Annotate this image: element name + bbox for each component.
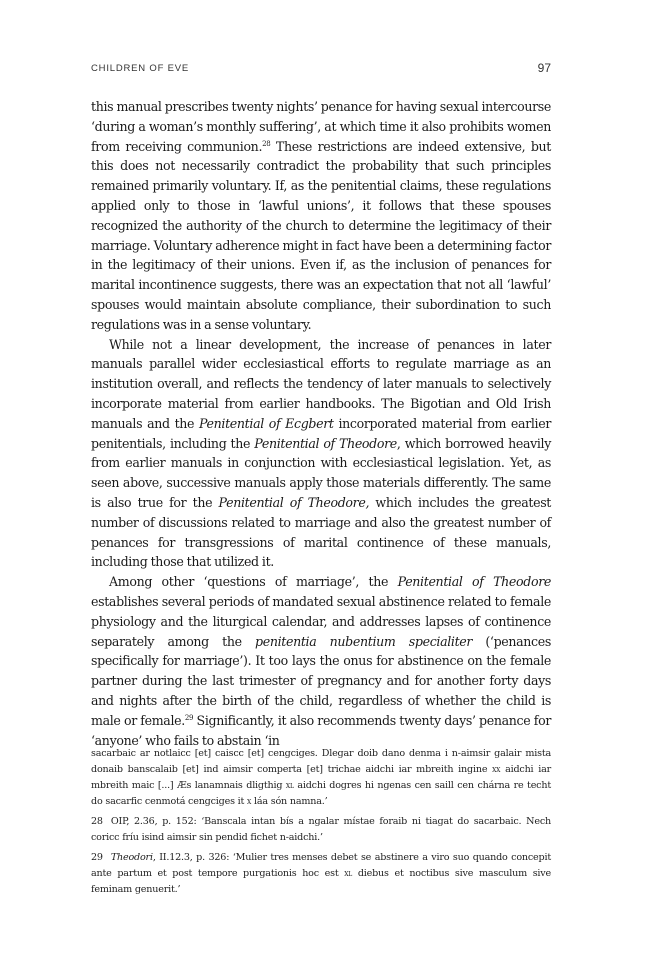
footnote-text: diebus et noctibus sive masculum sive feminam genuerit.’ bbox=[91, 868, 551, 895]
text-run: aidchi iar mbreith maic [...] Æs lanamnais dligthig bbox=[91, 764, 551, 791]
main-text bbox=[91, 97, 551, 750]
text-run: establishes several periods of mandated sexual abstinence related to female physiology and the liturgical calendar, and addresses lapses of continence separately among the bbox=[91, 593, 551, 649]
text-run: Among other ‘questions of marriage’, the bbox=[109, 574, 398, 590]
page-number: 97 bbox=[537, 61, 551, 75]
footnote-28 bbox=[91, 814, 551, 846]
text-run: this manual prescribes twenty nights’ penance for having sexual intercourse ‘during a woman’s monthly suffering’, at which time it also prohibits women from receiving communion. bbox=[91, 99, 551, 154]
footnote-ref-28[interactable]: 28 bbox=[262, 139, 271, 148]
running-head: CHILDREN OF EVE bbox=[91, 63, 190, 74]
text-run: Significantly, it also recommends twenty days’ penance for ‘anyone’ who fails to abstain ‘in bbox=[91, 712, 551, 748]
roman-numeral: xx bbox=[492, 765, 501, 775]
paragraph-1 bbox=[91, 97, 551, 335]
work-title: Penitential of Theodore, bbox=[218, 494, 370, 510]
footnote-text: OIP, 2.36, p. 152: ‘Banscala intan bís a ngalar místae foraib ni tiagat do sacarbaic. Nech coricc fríu isind aimsir sin pendid fichet n-aidchi.’ bbox=[91, 816, 551, 843]
footnotes bbox=[91, 746, 551, 902]
text-run: láa són namna.’ bbox=[251, 796, 328, 807]
footnote-text: , II.12.3, p. 326: ‘Mulier tres menses debet se abstinere a viro suo quando concepit ante partum et post tempore purgationis hoc est bbox=[91, 852, 551, 879]
work-title: Penitential of Ecgbert bbox=[199, 415, 334, 431]
footnote-ref-29[interactable]: 29 bbox=[184, 713, 194, 722]
footnote-continuation bbox=[91, 746, 551, 810]
paragraph-2 bbox=[91, 335, 551, 573]
text-run: (‘penances specifically for marriage’). It too lays the onus for abstinence on the female partner during the last trimester of pregnancy and for another forty days and nights after the birth of the child, regardless of whether the child is male or female. bbox=[91, 633, 551, 728]
work-title: Penitential of Theodore bbox=[254, 435, 397, 451]
footnote-29 bbox=[91, 850, 551, 898]
paragraph-3 bbox=[91, 572, 551, 750]
latin-term: penitentia nubentium specialiter bbox=[255, 633, 473, 649]
text-run: which includes the greatest number of discussions related to marriage and also the greatest number of penances for transgressions of marital continence of these manuals, including those that utilized it. bbox=[91, 494, 552, 570]
roman-numeral: xl bbox=[285, 781, 294, 791]
footnote-number: 28 bbox=[91, 816, 103, 827]
text-run: These restrictions are indeed extensive, but this does not necessarily contradict the probability that such principles remained primarily voluntary. If, as the penitential claims, these regulations applied only to those in ‘lawful unions’, it follows that these spouses recognized the authority of the church to determine the legitimacy of their marriage. Voluntary adherence might in fact have been a determining factor in the legitimacy of their unions. Even if, as the inclusion of penances for marital incontinence suggests, there was an expectation that not all ‘lawful’ spouses would maintain absolute compliance, their subordination to such regulations was in a sense voluntary. bbox=[91, 138, 551, 332]
roman-numeral: x bbox=[247, 797, 252, 807]
roman-numeral: xl bbox=[344, 869, 353, 879]
text-run: sacarbaic ar notlaicc [et] caiscc [et] cengciges. Dlegar doib dano denma i n-aimsir galair mista donaib banscalaib [et] ind aimsir comperta [et] trichae aidchi iar mbreith ingine bbox=[91, 748, 551, 775]
text-run: , which borrowed heavily from earlier manuals in conjunction with ecclesiastical legislation. Yet, as seen above, successive manuals apply those materials differently. The same is also true for the bbox=[91, 435, 551, 510]
text-run: aidchi dogres hi ngenas cen saill cen chárna re techt do sacarfic cenmotá cengciges it bbox=[91, 780, 551, 807]
work-title: Theodori bbox=[110, 852, 153, 863]
work-title: Penitential of Theodore bbox=[397, 574, 551, 590]
text-run: incorporated material from earlier penitentials, including the bbox=[91, 415, 551, 451]
text-run: While not a linear development, the increase of penances in later manuals parallel wider ecclesiastical efforts to regulate marriage as an institution overall, and reflects the tendency of later manuals to selectively incorporate material from earlier handbooks. The Bigotian and Old Irish manuals and the bbox=[91, 336, 551, 431]
footnote-number: 29 bbox=[91, 852, 103, 863]
